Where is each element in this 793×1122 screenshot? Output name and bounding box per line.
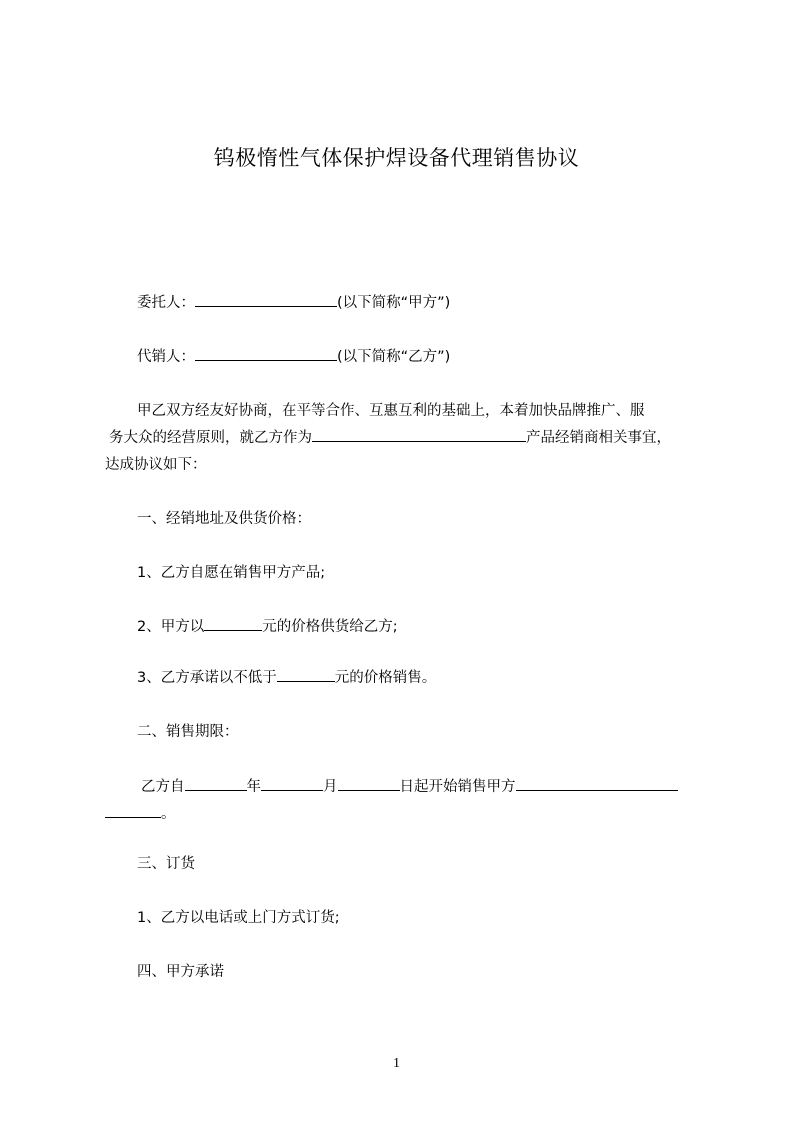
- sales-period-tail: 。: [161, 806, 176, 823]
- sales-period-a: 乙方自: [141, 779, 185, 796]
- principal-label: 委托人：: [137, 295, 195, 312]
- principal-blank: [195, 291, 337, 307]
- sales-period-line: [141, 775, 741, 796]
- intro-line-2: [109, 426, 709, 447]
- sales-period-c: 月: [323, 779, 338, 796]
- page-number: 1: [393, 1056, 400, 1071]
- section-1-item-3: [137, 666, 737, 687]
- sales-product-blank-continued: [105, 802, 161, 818]
- sales-period-b: 年: [246, 779, 261, 796]
- sales-period-line-2: [105, 802, 705, 823]
- item-2-prefix: 2、甲方以: [137, 619, 205, 636]
- section-3-item-1: 1、乙方以电话或上门方式订货;: [137, 910, 340, 926]
- agent-line: [137, 345, 737, 366]
- section-2-heading: 二、销售期限：: [137, 724, 239, 740]
- principal-line: [137, 291, 737, 312]
- sale-price-blank: [277, 666, 335, 682]
- intro-line-1: 甲乙双方经友好协商，在平等合作、互惠互利的基础上，本着加快品牌推广、服: [137, 403, 645, 419]
- section-3-heading: 三、订货: [137, 856, 195, 872]
- item-2-suffix: 元的价格供货给乙方;: [262, 619, 398, 636]
- intro-line-2-prefix: 务大众的经营原则，就乙方作为: [109, 430, 312, 447]
- agent-suffix: (以下简称“乙方”): [337, 349, 451, 366]
- agent-label: 代销人：: [137, 349, 195, 366]
- section-4-heading: 四、甲方承诺: [137, 964, 224, 980]
- sales-period-d: 日起开始销售甲方: [399, 779, 516, 796]
- section-1-item-2: [137, 615, 737, 636]
- product-blank: [312, 426, 526, 442]
- item-3-suffix: 元的价格销售。: [334, 670, 437, 687]
- month-blank: [261, 775, 323, 791]
- section-1-heading: 一、经销地址及供货价格：: [137, 511, 311, 527]
- year-blank: [185, 775, 247, 791]
- intro-line-3: 达成协议如下：: [105, 457, 207, 473]
- day-blank: [338, 775, 400, 791]
- sales-product-blank: [516, 775, 678, 791]
- document-title: 钨极惰性气体保护焊设备代理销售协议: [213, 146, 580, 170]
- item-3-prefix: 3、乙方承诺以不低于: [137, 670, 277, 687]
- supply-price-blank: [204, 615, 262, 631]
- section-1-item-1: 1、乙方自愿在销售甲方产品;: [137, 565, 326, 581]
- intro-line-2-suffix: 产品经销商相关事宜，: [526, 430, 671, 447]
- agent-blank: [195, 345, 337, 361]
- principal-suffix: (以下简称“甲方”): [337, 295, 451, 312]
